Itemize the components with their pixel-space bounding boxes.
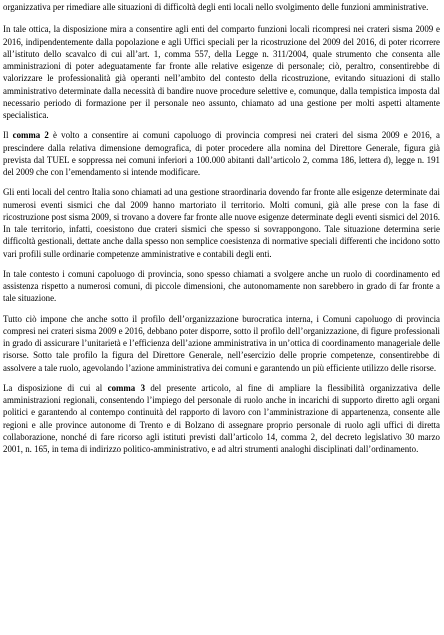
paragraph-central-italy-context	[3, 186, 440, 260]
text-segment: Gli enti locali del centro Italia sono chiamati ad una gestione straordinaria dovendo far fronte alle esigenze determinate dai numerosi eventi sismici che dal 2009 hanno martoriato il territorio. Molti comuni, già alle prese con la fase di ricostruzione post sisma 2009, si trovano a dovere far fronte alle nuove esigenze determinate degli eventi sismici del 2016. In tale territorio, infatti, coesistono due crateri sismici che spesso si sovrappongono. Tale situazione determina serie difficoltà gestionali, dettate anche dalla spesso non semplice coesistenza di normative speciali differenti che incidono sotto vari profili sulle ordinarie competenze amministrative e contabili degli enti.	[3, 187, 440, 259]
text-segment: Tutto ciò impone che anche sotto il profilo dell’organizzazione burocratica interna, i Comuni capoluogo di provincia compresi nei crateri sisma 2009 e 2016, debbano poter disporre, sotto il profilo dell’organizzazione, di figure professionali in grado di assicurare l’unitarietà e l’efficienza dell’azione amministrativa in un’ottica di coordinamento manageriale delle risorse. Sotto tale profilo la figura del Direttore Generale, nell’esercizio delle proprie competenze, consentirebbe di assolvere a tale ruolo, agevolando l’azione amministrativa dei comuni e garantendo un più efficiente utilizzo delle risorse.	[3, 313, 440, 373]
paragraph-scavalco-provision	[3, 23, 440, 121]
paragraph-direttore-generale	[3, 313, 440, 374]
text-segment: La disposizione di cui al	[3, 382, 108, 393]
text-segment: è volto a consentire ai comuni capoluogo di provincia compresi nei crateri del sisma 2009 e 2016, a prescindere dalla relativa dimensione demografica, di poter procedere alla nomina del Direttore Generale, figura già prevista dal TUEL e soppressa nei comuni inferiori a 100.000 abitanti dall’articolo 2, comma 186, lettera d), legge n. 191 del 2009 che con l’emendamento si intende modificare.	[3, 130, 440, 177]
text-segment: organizzativa per rimediare alle situazioni di difficoltà degli enti locali nello svolgimento delle funzioni amministrative.	[3, 2, 429, 12]
text-segment: In tale ottica, la disposizione mira a consentire agli enti del comparto funzioni locali ricompresi nei crateri sisma 2009 e 2016, indipendentemente dalla popolazione e agli Uffici speciali per la ricostruzione del 2009 del 2016, di poter ricorrere all’istituto dello scavalco di cui all’art. 1, comma 557, della Legge n. 311/2004, quale strumento che consenta alle amministrazioni di poter adeguatamente far fronte alle relative esigenze di personale; ciò, peraltro, consentirebbe di valorizzare le professionalità già operanti nell’ambito del contesto della ricostruzione, evitando situazioni di stallo amministrativo determinate dalla necessità di bandire nuove procedure selettive e, comunque, dalla tempistica imposta dal necessario periodo di formazione per il personale neo assunto, chiamato ad una gestione per molti aspetti altamente specialistica.	[3, 24, 440, 120]
bold-reference: comma 2	[12, 130, 49, 141]
paragraph-intro-continuation	[3, 1, 440, 13]
text-segment: Il	[3, 130, 13, 141]
paragraph-comma-2	[3, 129, 440, 178]
paragraph-capoluogo-role	[3, 268, 440, 305]
text-segment: In tale contesto i comuni capoluogo di provincia, sono spesso chiamati a svolgere anche un ruolo di coordinamento ed assistenza rispetto a numerosi comuni, di piccole dimensioni, che autonomamente non sarebbero in grado di far fronte a tale situazione.	[3, 268, 440, 304]
bold-reference: comma 3	[107, 382, 146, 393]
paragraph-comma-3	[3, 382, 440, 456]
text-segment: del presente articolo, al fine di ampliare la flessibilità organizzativa delle amministrazioni regionali, consentendo l’impiego del personale di ruolo anche in incarichi di supporto diretto agli organi politici e garantendo al contempo continuità del rapporto di lavoro con l’amministrazione di appartenenza, consente alle regioni e alle province autonome di Trento e di Bolzano di assegnare proprio personale di ruolo agli uffici di diretta collaborazione, nonché di fare ricorso agli istituti previsti dall’articolo 14, comma 2, del decreto legislativo 30 marzo 2001, n. 165, in tema di indirizzo politico-amministrativo, e ad altri strumenti analoghi disciplinati dall’ordinamento.	[3, 382, 440, 454]
